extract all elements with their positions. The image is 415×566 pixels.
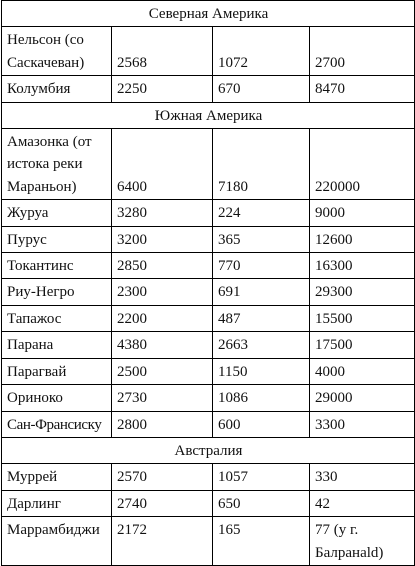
section-header-row (2, 437, 415, 463)
section-title: Южная Америка (2, 102, 415, 128)
table-row (2, 385, 415, 411)
river-length: 3280 (112, 200, 213, 226)
river-name: Тапажос (2, 305, 112, 331)
river-basin-area: 670 (213, 76, 310, 102)
river-length: 2800 (112, 411, 213, 437)
section-title: Австралия (2, 437, 415, 463)
table-row (2, 332, 415, 358)
river-length: 2740 (112, 490, 213, 516)
table-row (2, 517, 415, 566)
river-name: Муррей (2, 464, 112, 490)
river-name: Колумбия (2, 76, 112, 102)
river-basin-area: 7180 (213, 129, 310, 200)
table-row (2, 27, 415, 76)
river-length: 6400 (112, 129, 213, 200)
river-discharge: 330 (310, 464, 415, 490)
river-length: 2730 (112, 385, 213, 411)
section-header-row (2, 102, 415, 128)
table-row (2, 226, 415, 252)
river-name: Журуа (2, 200, 112, 226)
river-basin-area: 2663 (213, 332, 310, 358)
river-name: Токантинс (2, 253, 112, 279)
river-name: Парана (2, 332, 112, 358)
river-discharge: 29300 (310, 279, 415, 305)
river-discharge: 220000 (310, 129, 415, 200)
river-discharge: 8470 (310, 76, 415, 102)
river-length: 2172 (112, 517, 213, 566)
river-basin-area: 691 (213, 279, 310, 305)
river-length: 2850 (112, 253, 213, 279)
river-name: Пурус (2, 226, 112, 252)
river-basin-area: 1057 (213, 464, 310, 490)
river-basin-area: 224 (213, 200, 310, 226)
river-basin-area: 165 (213, 517, 310, 566)
table-row (2, 358, 415, 384)
rivers-table (1, 0, 415, 566)
table-row (2, 253, 415, 279)
river-discharge: 15500 (310, 305, 415, 331)
river-basin-area: 600 (213, 411, 310, 437)
river-basin-area: 650 (213, 490, 310, 516)
river-name: Риу-Негро (2, 279, 112, 305)
river-name: Сан-Франсиску (2, 411, 112, 437)
river-length: 2250 (112, 76, 213, 102)
table-row (2, 490, 415, 516)
table-row (2, 76, 415, 102)
river-name: Ориноко (2, 385, 112, 411)
river-name: Маррамбиджи (2, 517, 112, 566)
table-row (2, 200, 415, 226)
table-row (2, 411, 415, 437)
river-basin-area: 1086 (213, 385, 310, 411)
river-basin-area: 1072 (213, 27, 310, 76)
river-basin-area: 365 (213, 226, 310, 252)
river-discharge: 42 (310, 490, 415, 516)
river-length: 2200 (112, 305, 213, 331)
river-basin-area: 1150 (213, 358, 310, 384)
river-name: Парагвай (2, 358, 112, 384)
river-length: 4380 (112, 332, 213, 358)
river-name: Амазонка (от истока реки Мараньон) (2, 129, 112, 200)
river-discharge: 4000 (310, 358, 415, 384)
river-basin-area: 770 (213, 253, 310, 279)
river-length: 2568 (112, 27, 213, 76)
river-discharge: 77 (у г. Балранald) (310, 517, 415, 566)
river-discharge: 9000 (310, 200, 415, 226)
table-row (2, 279, 415, 305)
river-discharge: 29000 (310, 385, 415, 411)
river-discharge: 2700 (310, 27, 415, 76)
table-row (2, 305, 415, 331)
section-title: Северная Америка (2, 1, 415, 27)
river-discharge: 17500 (310, 332, 415, 358)
river-basin-area: 487 (213, 305, 310, 331)
river-length: 2570 (112, 464, 213, 490)
river-name: Нельсон (со Саскачеван) (2, 27, 112, 76)
river-length: 2500 (112, 358, 213, 384)
river-discharge: 3300 (310, 411, 415, 437)
river-discharge: 16300 (310, 253, 415, 279)
river-discharge: 12600 (310, 226, 415, 252)
section-header-row (2, 1, 415, 27)
river-name: Дарлинг (2, 490, 112, 516)
table-row (2, 464, 415, 490)
table-row (2, 129, 415, 200)
river-length: 3200 (112, 226, 213, 252)
river-length: 2300 (112, 279, 213, 305)
